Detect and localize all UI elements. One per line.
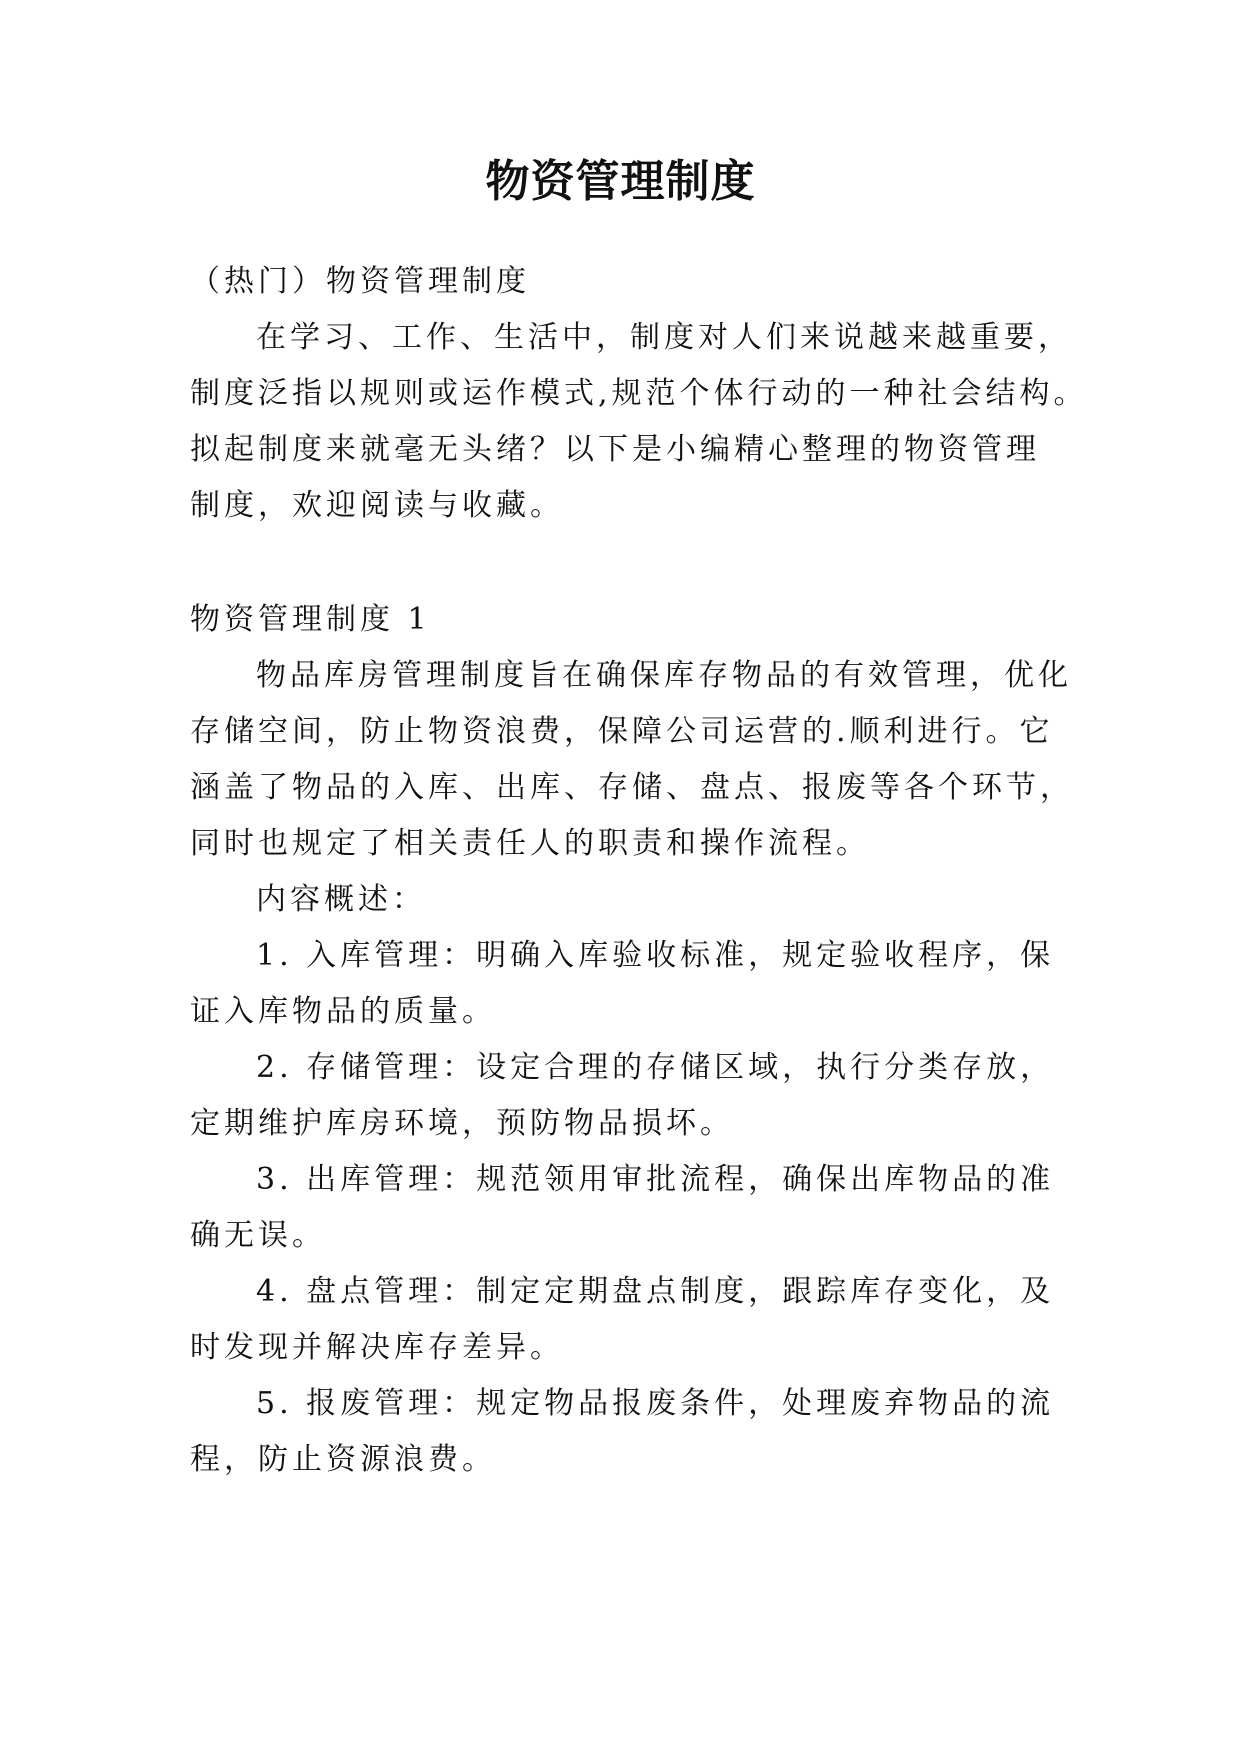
list-item-continuation: 程，防止资源浪费。 bbox=[190, 1442, 496, 1477]
list-item-continuation: 确无误。 bbox=[190, 1218, 326, 1253]
list-item: 1. 入库管理：明确入库验收标准，规定验收程序，保 bbox=[256, 938, 1055, 973]
intro-line: 制度泛指以规则或运作模式,规范个体行动的一种社会结构。 bbox=[190, 376, 1088, 411]
section-line: 同时也规定了相关责任人的职责和操作流程。 bbox=[190, 826, 870, 861]
section-line: 存储空间，防止物资浪费，保障公司运营的.顺利进行。它 bbox=[190, 714, 1054, 749]
document-subtitle: （热门）物资管理制度 bbox=[190, 264, 530, 299]
list-item: 3. 出库管理：规范领用审批流程，确保出库物品的准 bbox=[256, 1162, 1055, 1197]
list-item: 5. 报废管理：规定物品报废条件，处理废弃物品的流 bbox=[256, 1386, 1055, 1421]
list-item-continuation: 证入库物品的质量。 bbox=[190, 994, 496, 1029]
section-line: 涵盖了物品的入库、出库、存储、盘点、报废等各个环节， bbox=[190, 770, 1074, 805]
section-title: 物资管理制度 1 bbox=[190, 602, 431, 637]
list-item: 2. 存储管理：设定合理的存储区域，执行分类存放， bbox=[256, 1050, 1055, 1085]
list-item-continuation: 定期维护库房环境，预防物品损坏。 bbox=[190, 1106, 734, 1141]
overview-label: 内容概述： bbox=[256, 882, 426, 917]
section-line: 物品库房管理制度旨在确保库存物品的有效管理，优化 bbox=[256, 658, 1072, 693]
list-item: 4. 盘点管理：制定定期盘点制度，跟踪库存变化，及 bbox=[256, 1274, 1055, 1309]
paragraph-gap bbox=[190, 534, 1070, 592]
intro-line: 在学习、工作、生活中，制度对人们来说越来越重要， bbox=[256, 320, 1072, 355]
document-body bbox=[190, 254, 1088, 1488]
document-title: 物资管理制度 bbox=[485, 156, 756, 207]
intro-line: 拟起制度来就毫无头绪？以下是小编精心整理的物资管理 bbox=[190, 432, 1040, 467]
list-item-continuation: 时发现并解决库存差异。 bbox=[190, 1330, 564, 1365]
intro-line: 制度，欢迎阅读与收藏。 bbox=[190, 488, 564, 523]
